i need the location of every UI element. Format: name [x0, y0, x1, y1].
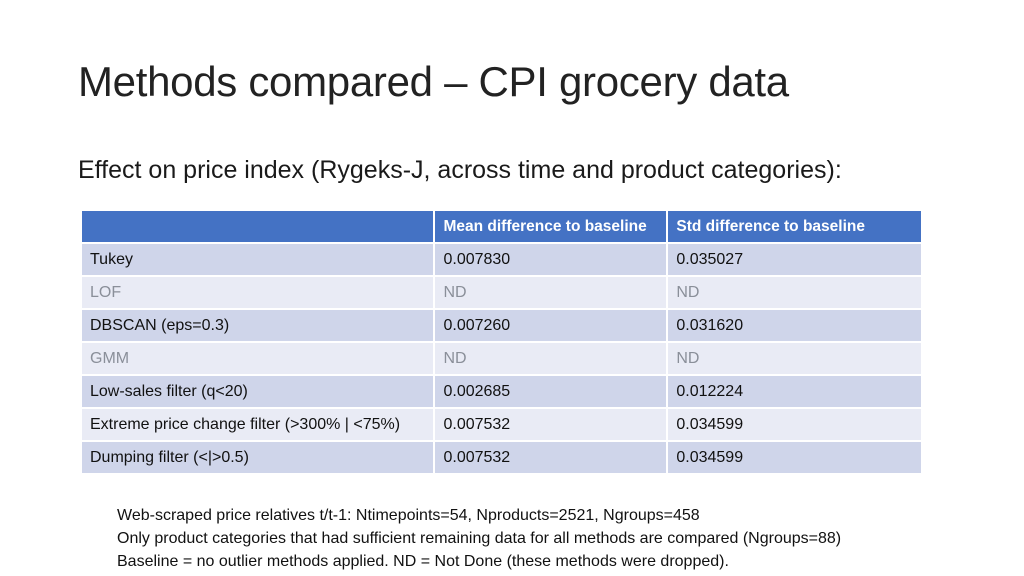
std-cell: ND	[667, 276, 921, 309]
table-row	[82, 342, 921, 375]
footnote-baseline: Baseline = no outlier methods applied. ND = Not Done (these methods were dropped).	[117, 553, 729, 570]
method-cell: Dumping filter (<|>0.5)	[82, 441, 434, 474]
std-cell: 0.012224	[667, 375, 921, 408]
table-row	[82, 243, 921, 276]
table-row	[82, 375, 921, 408]
method-cell: LOF	[82, 276, 434, 309]
results-table	[82, 211, 921, 475]
footnote-dataset: Web-scraped price relatives t/t-1: Ntimepoints=54, Nproducts=2521, Ngroups=458	[117, 507, 700, 524]
method-cell: Extreme price change filter (>300% | <75%)	[82, 408, 434, 441]
std-cell: 0.034599	[667, 441, 921, 474]
table-header-row	[82, 211, 921, 243]
slide-subtitle: Effect on price index (Rygeks-J, across time and product categories):	[78, 156, 842, 184]
slide-title: Methods compared – CPI grocery data	[78, 58, 789, 105]
table-row	[82, 441, 921, 474]
header-method	[82, 211, 434, 243]
mean-cell: 0.007532	[434, 408, 667, 441]
table-row	[82, 309, 921, 342]
mean-cell: 0.007830	[434, 243, 667, 276]
std-cell: ND	[667, 342, 921, 375]
mean-cell: 0.002685	[434, 375, 667, 408]
mean-cell: 0.007532	[434, 441, 667, 474]
footnotes	[117, 504, 841, 573]
std-cell: 0.031620	[667, 309, 921, 342]
mean-cell: 0.007260	[434, 309, 667, 342]
mean-cell: ND	[434, 276, 667, 309]
std-cell: 0.034599	[667, 408, 921, 441]
table-row	[82, 408, 921, 441]
method-cell: Tukey	[82, 243, 434, 276]
method-cell: DBSCAN (eps=0.3)	[82, 309, 434, 342]
method-cell: GMM	[82, 342, 434, 375]
std-cell: 0.035027	[667, 243, 921, 276]
header-std-difference: Std difference to baseline	[667, 211, 921, 243]
header-mean-difference: Mean difference to baseline	[434, 211, 667, 243]
footnote-categories: Only product categories that had sufficient remaining data for all methods are compared (Ngroups=88)	[117, 530, 842, 547]
mean-cell: ND	[434, 342, 667, 375]
method-cell: Low-sales filter (q<20)	[82, 375, 434, 408]
table-row	[82, 276, 921, 309]
